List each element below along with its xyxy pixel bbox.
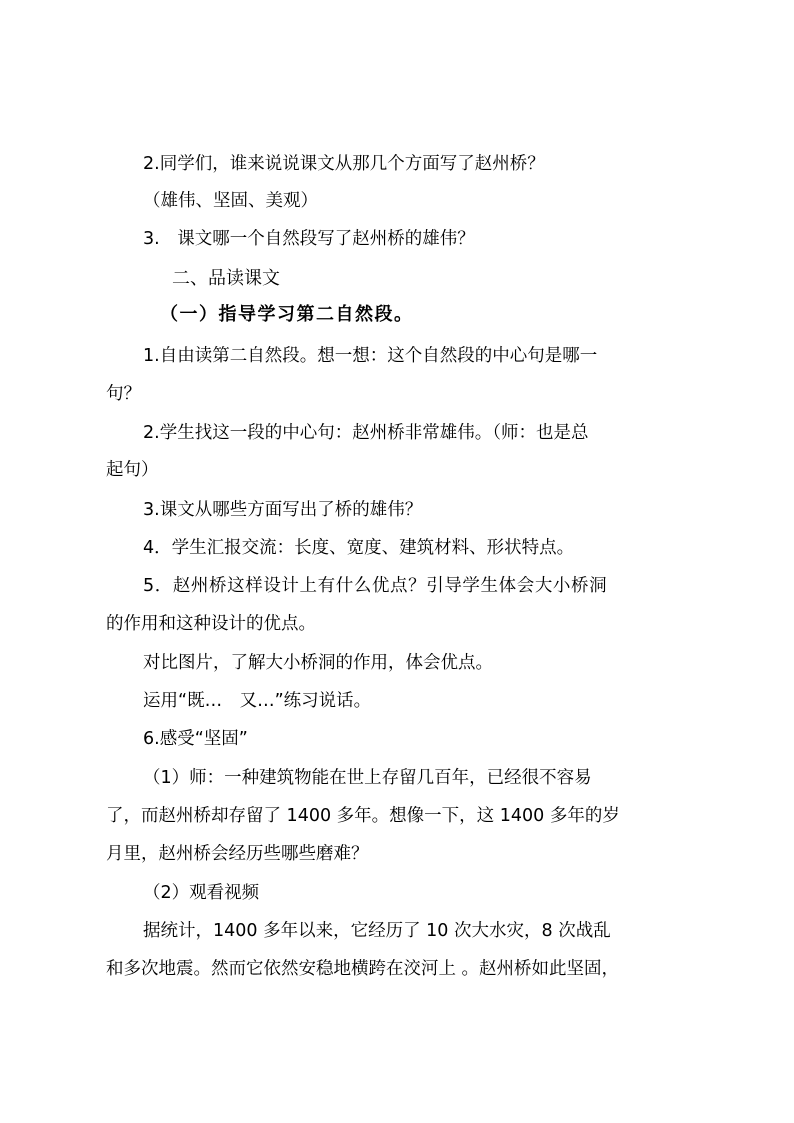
statistics-line-2: 和多次地震。然而它依然安稳地横跨在洨河上 。赵州桥如此坚固， xyxy=(106,959,620,979)
step-4-line: 4．学生汇报交流：长度、宽度、建筑材料、形状特点。 xyxy=(143,538,575,558)
step-3-line: 3.课文从哪些方面写出了桥的雄伟？ xyxy=(143,500,423,520)
step-1-line-2: 句？ xyxy=(106,384,141,404)
teacher-line-2: 了，而赵州桥却存留了 1400 多年。想像一下，这 1400 多年的岁 xyxy=(106,806,620,826)
step-1-line-1: 1.自由读第二自然段。想一想：这个自然段的中心句是哪一 xyxy=(143,346,598,366)
teacher-line-1: （1）师：一种建筑物能在世上存留几百年，已经很不容易 xyxy=(143,768,592,788)
practice-line: 运用“既… 又…”练习说话。 xyxy=(143,691,372,711)
step-6-line: 6.感受“坚固” xyxy=(143,729,248,749)
step-5-line-1: 5．赵州桥这样设计上有什么优点？引导学生体会大小桥洞 xyxy=(143,576,608,596)
compare-line: 对比图片，了解大小桥洞的作用，体会优点。 xyxy=(143,653,493,673)
question-3-line: 3. 课文哪一个自然段写了赵州桥的雄伟？ xyxy=(143,229,475,249)
answer-line: （雄伟、坚固、美观） xyxy=(143,191,318,211)
step-2-line-1: 2.学生找这一段的中心句：赵州桥非常雄伟。（师：也是总 xyxy=(143,423,589,443)
step-2-line-2: 起句） xyxy=(106,460,159,480)
statistics-line-1: 据统计，1400 多年以来，它经历了 10 次大水灾，8 次战乱 xyxy=(143,921,611,941)
teacher-line-3: 月里，赵州桥会经历些哪些磨难？ xyxy=(106,844,369,864)
question-2-line: 2.同学们，谁来说说课文从那几个方面写了赵州桥？ xyxy=(143,154,545,174)
subsection-heading: （一）指导学习第二自然段。 xyxy=(160,304,414,325)
video-line: （2）观看视频 xyxy=(143,883,260,903)
section-heading: 二、品读课文 xyxy=(172,268,280,289)
step-5-line-2: 的作用和这种设计的优点。 xyxy=(106,614,316,634)
